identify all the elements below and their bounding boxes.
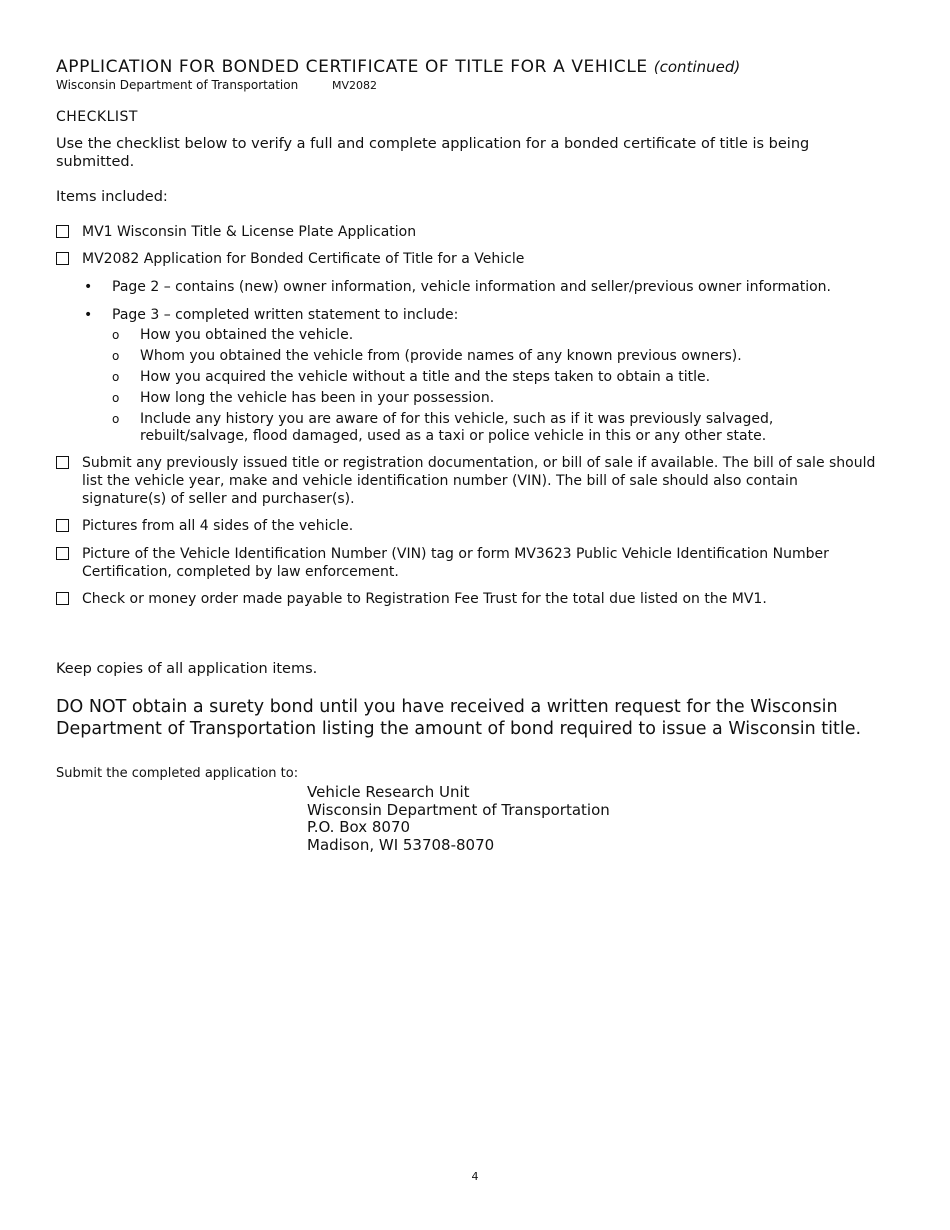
submit-to-label: Submit the completed application to: — [56, 766, 299, 781]
circle-bullet-icon: o — [112, 328, 120, 342]
checkbox-mv2082[interactable] — [56, 252, 69, 265]
page-number: 4 — [471, 1170, 479, 1183]
checklist-item-mv2082 — [56, 250, 886, 268]
sub-item-how-long — [56, 390, 886, 407]
checklist-item-label: MV2082 Application for Bonded Certificate of Title for a Vehicle — [82, 251, 525, 267]
keep-copies-note: Keep copies of all application items. — [56, 661, 318, 677]
sub-item-text: Whom you obtained the vehicle from (provide names of any known previous owners). — [140, 348, 742, 364]
address-line: P.O. Box 8070 — [307, 818, 411, 837]
department-name: Wisconsin Department of Transportation — [56, 78, 299, 92]
form-number: MV2082 — [332, 79, 378, 92]
checklist-item-vin — [56, 545, 886, 581]
bullet-dot-icon: • — [84, 279, 93, 295]
checklist-heading: CHECKLIST — [56, 109, 138, 125]
sub-item-how-obtained — [56, 327, 886, 344]
bullet-dot-icon: • — [84, 307, 93, 323]
checklist-item-pictures — [56, 517, 886, 535]
circle-bullet-icon: o — [112, 391, 120, 405]
address-line: Wisconsin Department of Transportation — [307, 800, 610, 819]
checklist-item-documents — [56, 454, 886, 508]
checklist-intro: Use the checklist below to verify a full and complete application for a bonded certificate of title is being submitted. — [56, 136, 810, 170]
checklist-item-payment — [56, 590, 886, 608]
checklist-item-label: Pictures from all 4 sides of the vehicle. — [82, 518, 354, 534]
document-page — [56, 56, 886, 854]
checkbox-pictures[interactable] — [56, 519, 69, 532]
sub-item-text: How you acquired the vehicle without a title and the steps taken to obtain a title. — [140, 369, 711, 385]
surety-bond-warning: DO NOT obtain a surety bond until you have received a written request for the Wisconsin Department of Transportation listing the amount of bond required to issue a Wisconsin title. — [56, 697, 862, 739]
checklist-item-label: MV1 Wisconsin Title & License Plate Application — [82, 224, 417, 240]
checkbox-payment[interactable] — [56, 592, 69, 605]
form-subheader — [56, 78, 886, 93]
checklist-item-label: Check or money order made payable to Registration Fee Trust for the total due listed on the MV1. — [82, 591, 767, 607]
bullet-page-2 — [56, 278, 886, 296]
address-line: Madison, WI 53708-8070 — [307, 835, 495, 854]
address-line: Vehicle Research Unit — [307, 783, 470, 801]
bullet-page-3 — [56, 306, 886, 324]
sub-item-text: How you obtained the vehicle. — [140, 327, 354, 343]
circle-bullet-icon: o — [112, 349, 120, 363]
checklist-item-label: Submit any previously issued title or registration documentation, or bill of sale if available. The bill of sale should list the vehicle year, make and vehicle identification number (VIN). The bill of sale should also contain signature(s) of seller and purchaser(s). — [82, 455, 876, 507]
title-text: APPLICATION FOR BONDED CERTIFICATE OF TITLE FOR A VEHICLE — [56, 57, 648, 77]
page-title — [56, 56, 886, 78]
checkbox-mv1[interactable] — [56, 225, 69, 238]
checkbox-documents[interactable] — [56, 456, 69, 469]
bullet-text: Page 2 – contains (new) owner information, vehicle information and seller/previous owner information. — [112, 279, 831, 295]
checklist-item-mv1 — [56, 223, 886, 241]
circle-bullet-icon: o — [112, 412, 120, 426]
items-included-label: Items included: — [56, 189, 168, 205]
sub-item-without-title — [56, 369, 886, 386]
sub-item-whom — [56, 348, 886, 365]
checklist-item-label: Picture of the Vehicle Identification Number (VIN) tag or form MV3623 Public Vehicle Identification Number Certification, completed by law enforcement. — [82, 546, 829, 580]
title-suffix: (continued) — [653, 58, 741, 76]
mailing-address — [56, 784, 886, 854]
checkbox-vin[interactable] — [56, 547, 69, 560]
sub-item-text: Include any history you are aware of for this vehicle, such as if it was previously salvaged, rebuilt/salvage, flood damaged, used as a taxi or police vehicle in this or any other state. — [140, 411, 774, 444]
circle-bullet-icon: o — [112, 370, 120, 384]
bullet-text: Page 3 – completed written statement to include: — [112, 307, 459, 323]
sub-item-text: How long the vehicle has been in your possession. — [140, 390, 495, 406]
sub-item-history — [56, 411, 886, 445]
